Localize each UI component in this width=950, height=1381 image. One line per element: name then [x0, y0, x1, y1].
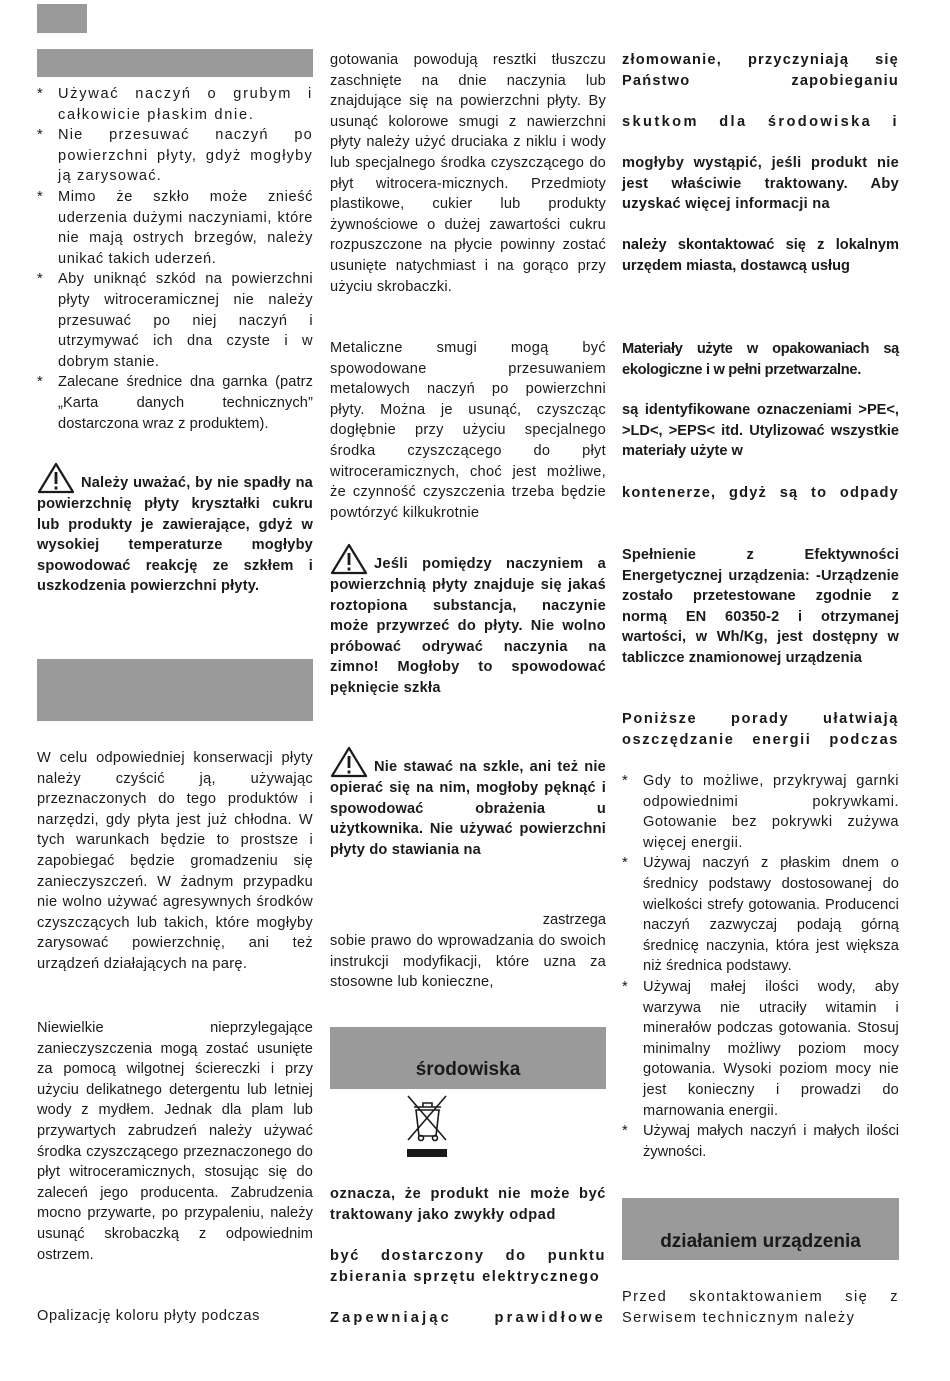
disposal-paragraph: złomowanie, przyczyniają się Państwo zapobieganiu: [622, 52, 899, 89]
warning-triangle-icon: [330, 746, 368, 778]
energy-tips-intro: Poniższe porady ułatwiają oszczędzanie energii podczas: [622, 711, 899, 748]
energy-tips-list: [622, 771, 899, 1162]
warning-triangle-icon: [330, 543, 368, 575]
list-item: * Używaj małej ilości wody, aby warzywa nie utraciły witamin i minerałów podczas gotowania. Stosuj minimalny możliwy poziom mocy gotowania. Wysoki poziom mocy nie jest konieczny i prowadzi do marnowania energii.: [622, 978, 899, 1119]
section-header-bar: [37, 49, 313, 77]
energy-efficiency-paragraph: Spełnienie z Efektywności Energetycznej urządzenia: -Urządzenie zostało przetestowane zgodnie z normą EN 60350-2 i otrzymanej wartości, w Wh/Kg, jest dostępny w tabliczce znamionowej urządzenia: [622, 547, 899, 666]
environment-effects-paragraph: skutkom dla środowiska i: [622, 114, 899, 130]
reserve-right-fragment: zastrzega: [542, 912, 606, 928]
weee-disposal-paragraph: Zapewniając prawidłowe: [330, 1310, 606, 1326]
list-item: * Nie przesuwać naczyń po powierzchni płyty, gdyż mogłyby ją zarysować.: [37, 127, 313, 185]
list-item: * Zalecane średnice dna garnka (patrz „Karta danych technicznych” dostarczona wraz z produktem).: [37, 374, 313, 432]
list-item: * Aby uniknąć szkód na powierzchni płyty witroceramicznej nie należy przesuwać po niej naczyń i utrzymywać ich dna czyste i w dobrym stanie.: [37, 271, 313, 370]
list-item: * Używaj naczyń z płaskim dnem o średnicy podstawy dostosowanej do wielkości strefy gotowania. Producenci naczyń zazwyczaj podają górną średnicę naczynia, która jest większa niż średnica podstawy.: [622, 855, 899, 975]
opalescence-paragraph: Opalizację koloru płyty podczas: [37, 1308, 261, 1324]
environment-header-text: środowiska: [415, 1059, 521, 1080]
page-number-tab: [37, 4, 87, 33]
local-office-paragraph: należy skontaktować się z lokalnym urzędem miasta, dostawcą usług: [622, 237, 899, 274]
modifications-paragraph: sobie prawo do wprowadzania do swoich instrukcji modyfikacji, które uzna za stosowne lub konieczne,: [330, 933, 606, 991]
standing-warning: Nie stawać na szkle, ani też nie opierać się na nim, mogłoby pęknąć i spowodować obrażenia u użytkownika. Nie używać powierzchni płyty do stawiania na: [330, 746, 606, 860]
sugar-warning: Należy uważać, by nie spadły na powierzchnię płyty kryształki cukru lub produkty je zawierające, gdyż w wysokiej temperaturze mogłyby spowodować reakcję ze szkłem i uszkodzenia powierzchni płyty.: [37, 462, 313, 597]
cleaning-paragraph: W celu odpowiedniej konserwacji płyty należy czyścić ją, używając przeznaczonych do tego produktów i narzędzi, gdy płyta jest już chłodna. W tych warunkach będzie to prostsze i zapobiegać będzie gromadzeniu się zanieczyszczeń. W żadnym przypadku nie wolno używać agresywnych środków czyszczących lub takich, które mogłyby zarysować powierzchnię, ani też urządzeń działających na parę.: [37, 750, 313, 972]
metal-streaks-paragraph: Metaliczne smugi mogą być spowodowane przesuwaniem metalowych naczyń po powierzchni płyty. Można je usunąć, czyszcząc dogłębnie przy użyciu specjalnego środka czyszczącego do płyt witroceramicznych, choć jest możliwe, że czynność czyszczenia trzeba będzie powtórzyć kilkukrotnie: [330, 340, 606, 521]
troubleshooting-header-text: działaniem urządzenia: [660, 1231, 861, 1252]
service-paragraph: Przed skontaktowaniem się z Serwisem technicznym należy: [622, 1289, 899, 1326]
container-paragraph: kontenerze, gdyż są to odpady: [622, 485, 899, 501]
cookware-tips-list: [37, 84, 313, 434]
warning-triangle-icon: [37, 462, 75, 494]
list-item: * Mimo że szkło może znieść uderzenia dużymi naczyniami, które nie mają ostrych brzegów, należy unikać takich uderzeń.: [37, 188, 313, 267]
weee-collection-paragraph: być dostarczony do punktu zbierania sprzętu elektrycznego: [330, 1248, 606, 1285]
list-item: * Używać naczyń o grubym i całkowicie płaskim dnie.: [37, 86, 313, 123]
stains-paragraph: Niewielkie nieprzylegające zanieczyszczenia mogą zostać usunięte za pomocą wilgotnej ściereczki i przy użyciu delikatnego detergentu lub letniej wody z mydłem. Jednak dla plam lub przywartych zabrudzeń należy używać środka czyszczącego przeznaczonego do płyt witroceramicznych, stosując się do zaleceń jego producenta. Zabrudzenia mocno przywarte, po przypaleniu, należy usunąć skrobaczką z odpowiednim ostrzem.: [37, 1020, 313, 1263]
weee-paragraph: oznacza, że produkt nie może być traktowany jako zwykły odpad: [330, 1186, 606, 1223]
information-paragraph: mogłyby wystąpić, jeśli produkt nie jest właściwie traktowany. Aby uzyskać więcej informacji na: [622, 155, 899, 213]
grease-paragraph: gotowania powodują resztki tłuszczu zaschnięte na dnie naczynia lub znajdujące się na powierzchni płyty. By usunąć kolorowe smugi z nawierzchni płyty należy użyć druciaka z niklu i wody lub specjalnego środka czyszczącego do płyt witrocera-micznych. Przedmioty plastikowe, cukier lub produkty żywnościowe o dużej zawartości cukru rozpuszczone na płycie powinny zostać usunięte natychmiast i na gorąco przy użyciu skrobaczki.: [330, 52, 606, 295]
list-item: * Używaj małych naczyń i małych ilości żywności.: [622, 1123, 899, 1160]
packaging-paragraph: Materiały użyte w opakowaniach są ekologiczne i w pełni przetwarzalne.: [622, 341, 899, 378]
melted-substance-warning: Jeśli pomiędzy naczyniem a powierzchnią płyty znajduje się jakaś roztopiona substancja, naczynie może przywrzeć do płyty. Nie wolno próbować odrywać naczynia na zimno! Mogłoby to spowodować pęknięcie szkła: [330, 543, 606, 699]
cleaning-section-header: [37, 659, 313, 721]
materials-marking-paragraph: są identyfikowane oznaczeniami >PE<, >LD<, >EPS< itd. Utylizować wszystkie materiały użyte w: [622, 402, 899, 460]
crossed-out-wheeled-bin-icon: [404, 1094, 450, 1158]
list-item: * Gdy to możliwe, przykrywaj garnki odpowiednimi pokrywkami. Gotowanie bez pokrywki zużywa więcej energii.: [622, 773, 899, 851]
